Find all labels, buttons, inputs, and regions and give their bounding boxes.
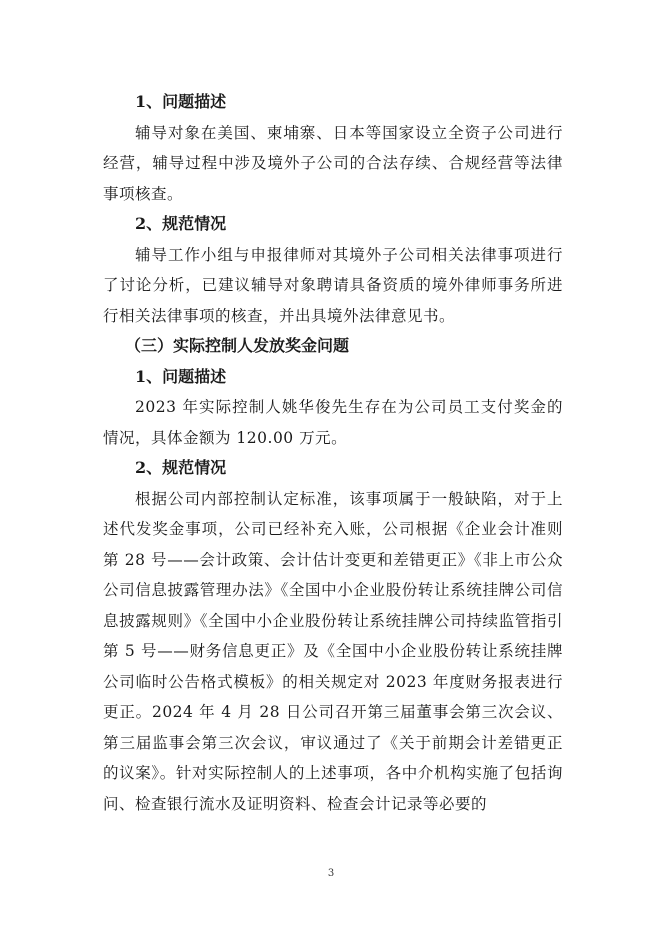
heading-problem-description-2: 1、问题描述 [135,366,227,386]
paragraph-internal-control: 根据公司内部控制认定标准，该事项属于一般缺陷，对于上述代发奖金事项，公司已经补充入账，公司根据《企业会计准则第 28 号——会计政策、会计估计变更和差错更正》《非上市公众公司信息披露管理办法》《全国中小企业股份转让系统挂牌公司信息披露规则》《全国中小企业股份转让系统挂牌公司持续监管指引第 5 号——财务信息更正》及《全国中小企业股份转让系统挂牌公司临时公告格式模板》的相关规定对 2023 年度财务报表进行更正。2024 年 4 月 28 日公司召开第三届董事会第三次会议、第三届监事会第三次会议，审议通过了《关于前期会计差错更正的议案》。针对实际控制人的上述事项，各中介机构实施了包括询问、检查银行流水及证明资料、检查会计记录等必要的 [103,489,563,813]
heading-remediation-1: 2、规范情况 [135,214,227,233]
paragraph-overseas-legal-review: 辅导工作小组与申报律师对其境外子公司相关法律事项进行了讨论分析，已建议辅导对象聘请具备资质的境外律师事务所进行相关法律事项的核查，并出具境外法律意见书。 [103,245,563,325]
document-body [103,87,563,819]
page-number: 3 [327,868,335,879]
heading-remediation-2: 2、规范情况 [135,458,227,477]
paragraph-bonus-payment: 2023 年实际控制人姚华俊先生存在为公司员工支付奖金的情况，具体金额为 120.00 万元。 [103,398,563,447]
heading-problem-description-1: 1、问题描述 [135,92,227,111]
paragraph-overseas-subsidiaries: 辅导对象在美国、柬埔寨、日本等国家设立全资子公司进行经营，辅导过程中涉及境外子公司的合法存续、合规经营等法律事项核查。 [103,123,563,203]
heading-section-three: （三）实际控制人发放奖金问题 [125,336,350,355]
